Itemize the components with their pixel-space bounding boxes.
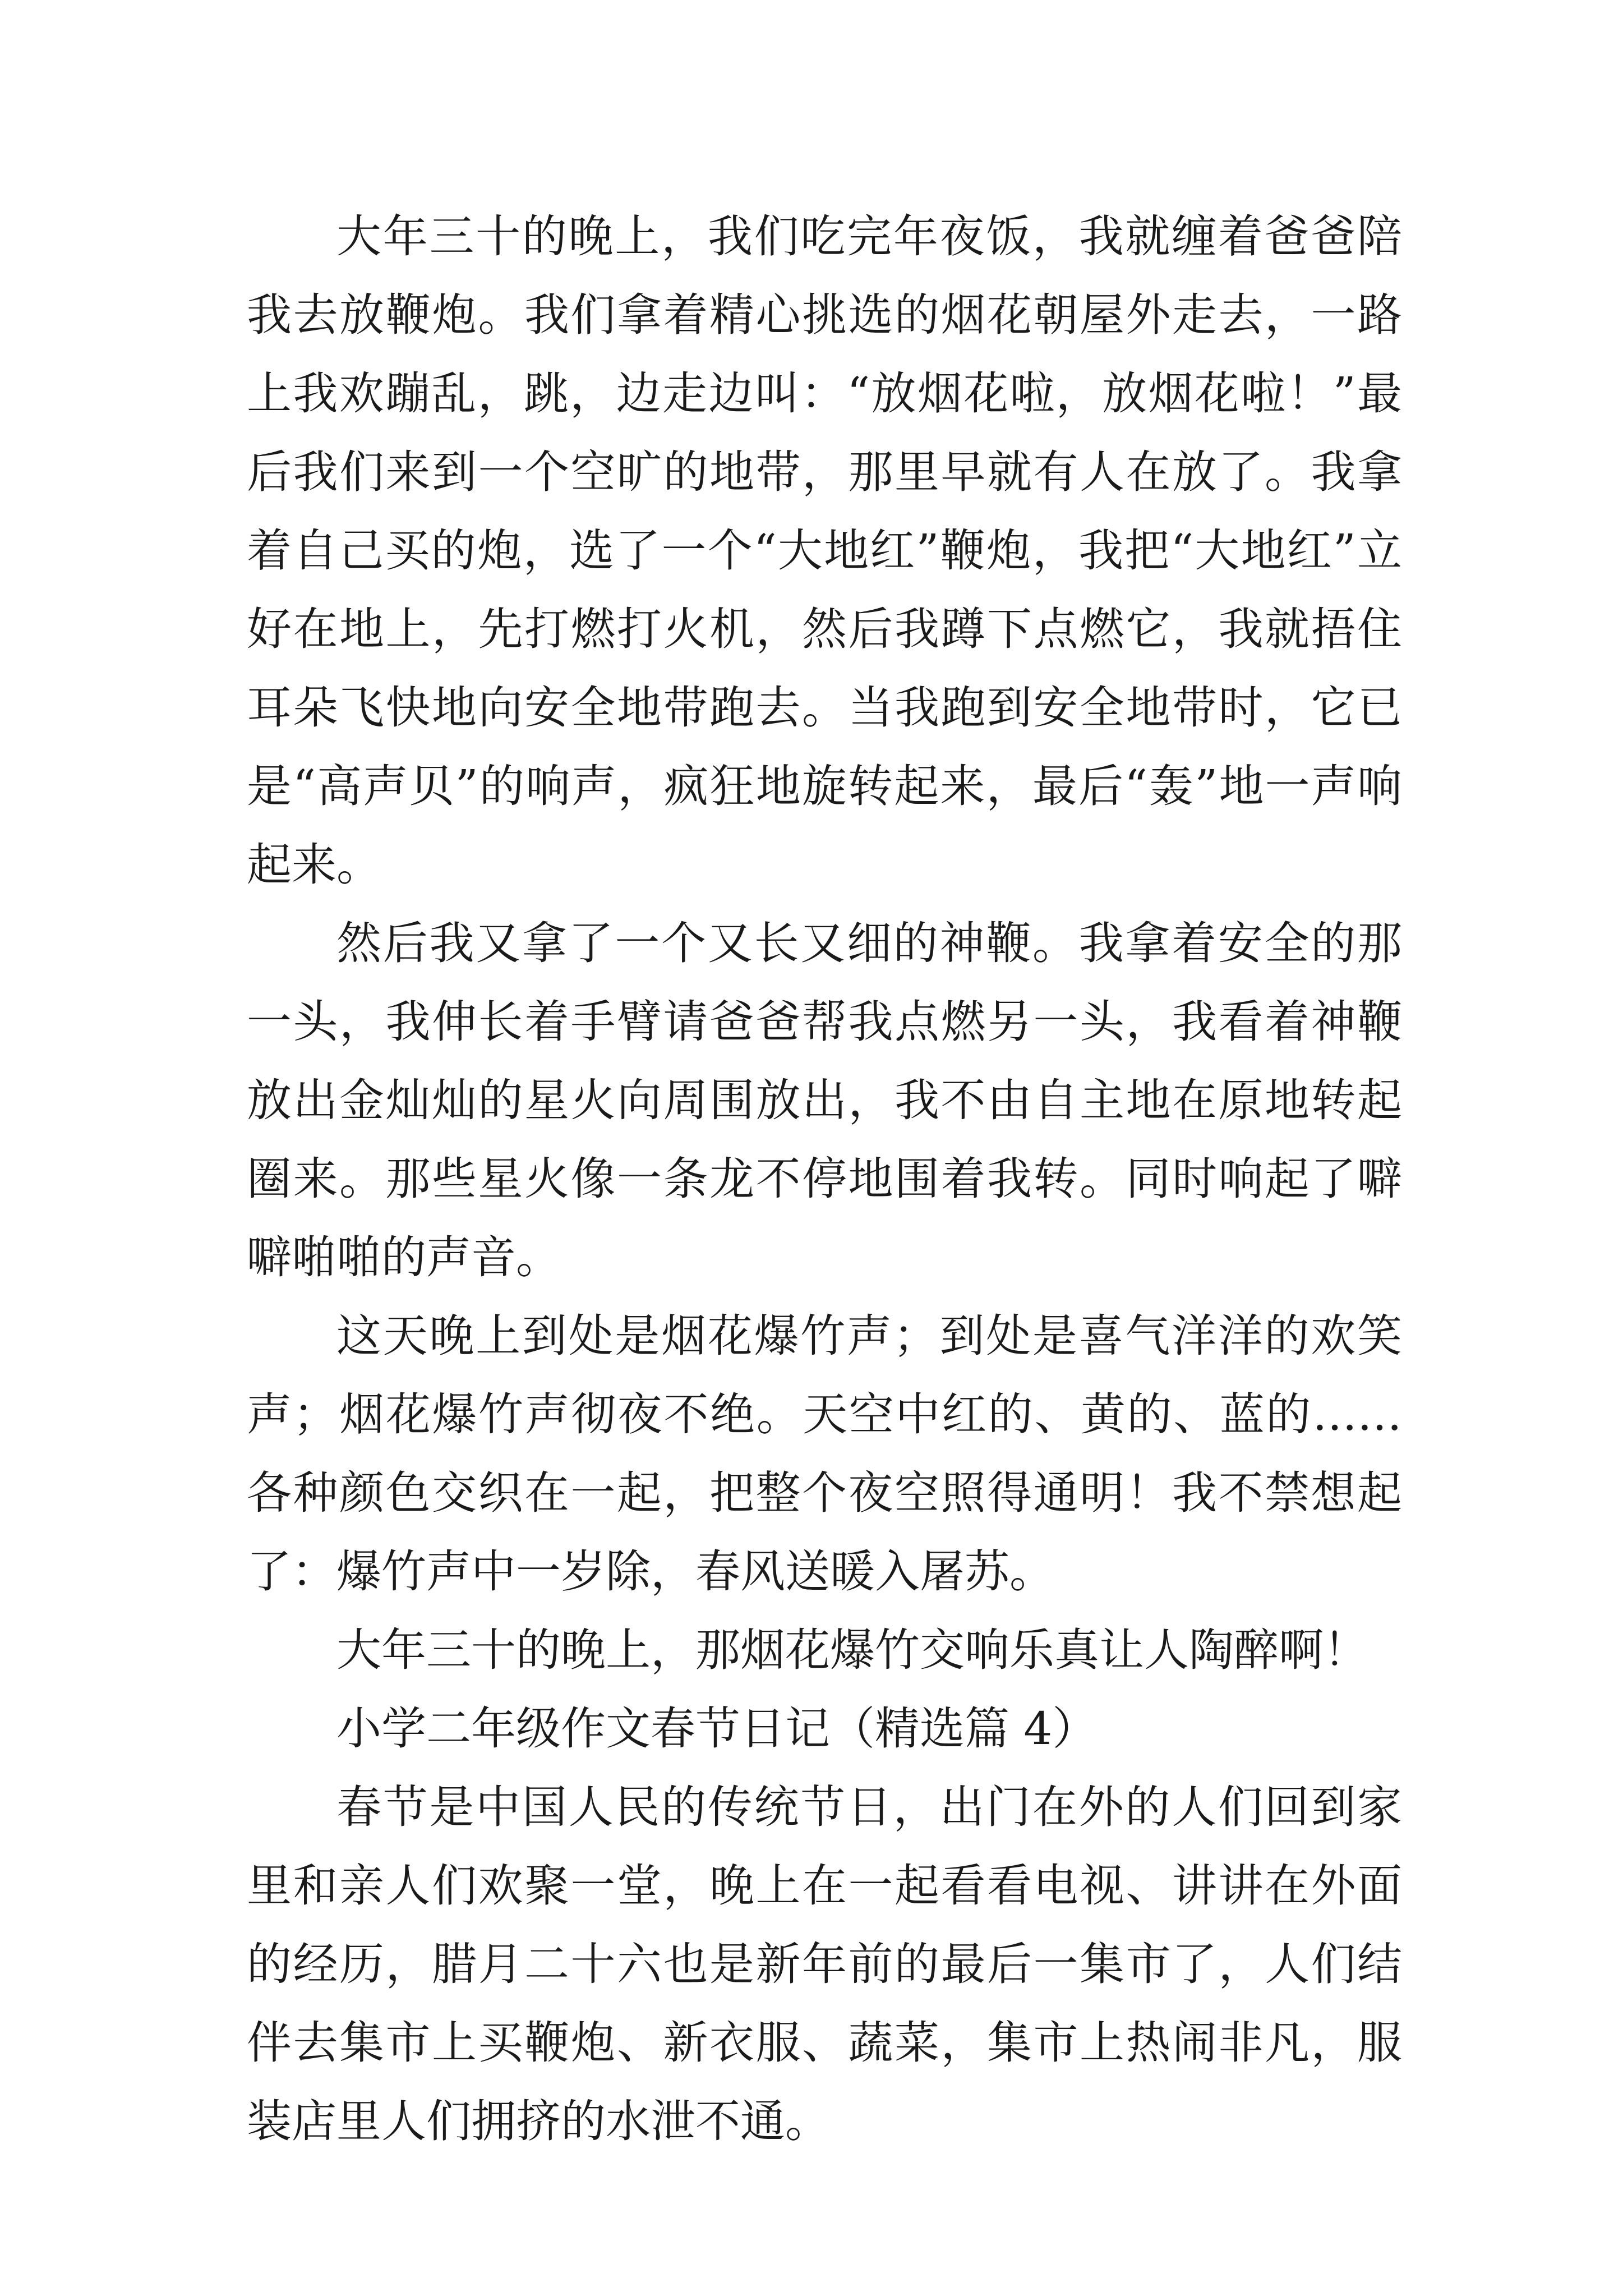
paragraph-fireworks-night: 这天晚上到处是烟花爆竹声；到处是喜气洋洋的欢笑声；烟花爆竹声彻夜不绝。天空中红的、黄的、蓝的……各种颜色交织在一起，把整个夜空照得通明！我不禁想起了：爆竹声中一岁除，春风送暖入屠苏。	[247, 1310, 1402, 1598]
section-heading: 小学二年级作文春节日记（精选篇 4）	[336, 1703, 1098, 1755]
paragraph-magic-whip: 然后我又拿了一个又长又细的神鞭。我拿着安全的那一头，我伸长着手臂请爸爸帮我点燃另一头，我看着神鞭放出金灿灿的星火向周围放出，我不由自主地在原地转起圈来。那些星火像一条龙不停地围着我转。同时响起了噼噼啪啪的声音。	[247, 917, 1402, 1283]
paragraph-conclusion: 大年三十的晚上，那烟花爆竹交响乐真让人陶醉啊！	[336, 1624, 1368, 1676]
paragraph-new-years-eve: 大年三十的晚上，我们吃完年夜饭，我就缠着爸爸陪我去放鞭炮。我们拿着精心挑选的烟花朝屋外走去，一路上我欢蹦乱，跳，边走边叫：“放烟花啦，放烟花啦！”最后我们来到一个空旷的地带，那里早就有人在放了。我拿着自己买的炮，选了一个“大地红”鞭炮，我把“大地红”立好在地上，先打燃打火机，然后我蹲下点燃它，我就捂住耳朵飞快地向安全地带跑去。当我跑到安全地带时，它已是“高声贝”的响声，疯狂地旋转起来，最后“轰”地一声响起来。	[247, 210, 1402, 891]
document-body	[247, 197, 1402, 2161]
paragraph-spring-festival: 春节是中国人民的传统节日，出门在外的人们回到家里和亲人们欢聚一堂，晚上在一起看看电视、讲讲在外面的经历，腊月二十六也是新年前的最后一集市了，人们结伴去集市上买鞭炮、新衣服、蔬菜，集市上热闹非凡，服装店里人们拥挤的水泄不通。	[247, 1781, 1402, 2147]
